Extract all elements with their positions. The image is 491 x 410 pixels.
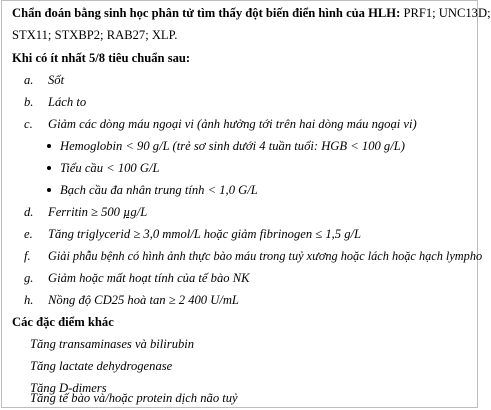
intro-genes-1: PRF1; UNC13D; <box>400 6 491 20</box>
other-item-ldh: Tăng lactate dehydrogenase <box>30 359 173 373</box>
bullet-icon <box>47 144 51 148</box>
criteria-marker-e: e. <box>24 227 33 241</box>
sub-item-platelets: Tiểu cầu < 100 G/L <box>60 161 160 175</box>
criteria-item-a: Sốt <box>48 73 65 87</box>
other-features-title: Các đặc điểm khác <box>12 315 114 329</box>
intro-bold-text: Chẩn đoán bằng sinh học phân tử tìm thấy đột biến điển hình của HLH: <box>12 6 401 20</box>
criteria-marker-h: h. <box>24 293 34 307</box>
other-item-transaminases: Tăng transaminases và bilirubin <box>30 337 195 351</box>
criteria-item-h: Nồng độ CD25 hoà tan ≥ 2 400 U/mL <box>48 293 239 307</box>
bullet-icon <box>47 188 51 192</box>
sub-item-hemoglobin: Hemoglobin < 90 g/L (trẻ sơ sinh dưới 4 tuần tuổi: HGB < 100 g/L) <box>60 139 405 153</box>
sub-item-neutrophils: Bạch cầu đa nhân trung tính < 1,0 G/L <box>60 183 258 197</box>
criteria-marker-f: f. <box>24 249 31 263</box>
criteria-marker-g: g. <box>24 271 34 285</box>
criteria-title: Khi có ít nhất 5/8 tiêu chuẩn sau: <box>12 51 191 65</box>
ferritin-text: Ferritin ≥ 500 <box>48 205 124 219</box>
other-item-csf: Tăng tế bào và/hoặc protein dịch não tuỷ <box>30 391 238 405</box>
criteria-item-f: Giải phẫu bệnh có hình ảnh thực bào máu trong tuỷ xương hoặc lách hoặc hạch lympho <box>48 249 483 263</box>
intro-genes-2: STX11; STXBP2; RAB27; XLP. <box>12 28 178 42</box>
criteria-item-e: Tăng triglycerid ≥ 3,0 mmol/L hoặc giảm fibrinogen ≤ 1,5 g/L <box>48 227 362 241</box>
criteria-marker-c: c. <box>24 117 33 131</box>
criteria-item-d <box>48 204 147 220</box>
criteria-marker-a: a. <box>24 73 34 87</box>
criteria-marker-d: d. <box>24 205 34 219</box>
criteria-marker-b: b. <box>24 95 34 109</box>
criteria-item-b: Lách to <box>48 95 87 109</box>
other-item-ddimers: Tăng D-dimers <box>30 381 107 395</box>
intro-line-1 <box>12 5 491 21</box>
criteria-item-g: Giảm hoặc mất hoạt tính của tế bào NK <box>48 271 250 285</box>
criteria-item-c: Giảm các dòng máu ngoại vi (ảnh hưởng tới trên hai dòng máu ngoại vi) <box>48 117 417 131</box>
ferritin-unit-suffix: /L <box>136 205 148 219</box>
bullet-icon <box>47 166 51 170</box>
ferritin-unit: µg <box>123 205 137 219</box>
